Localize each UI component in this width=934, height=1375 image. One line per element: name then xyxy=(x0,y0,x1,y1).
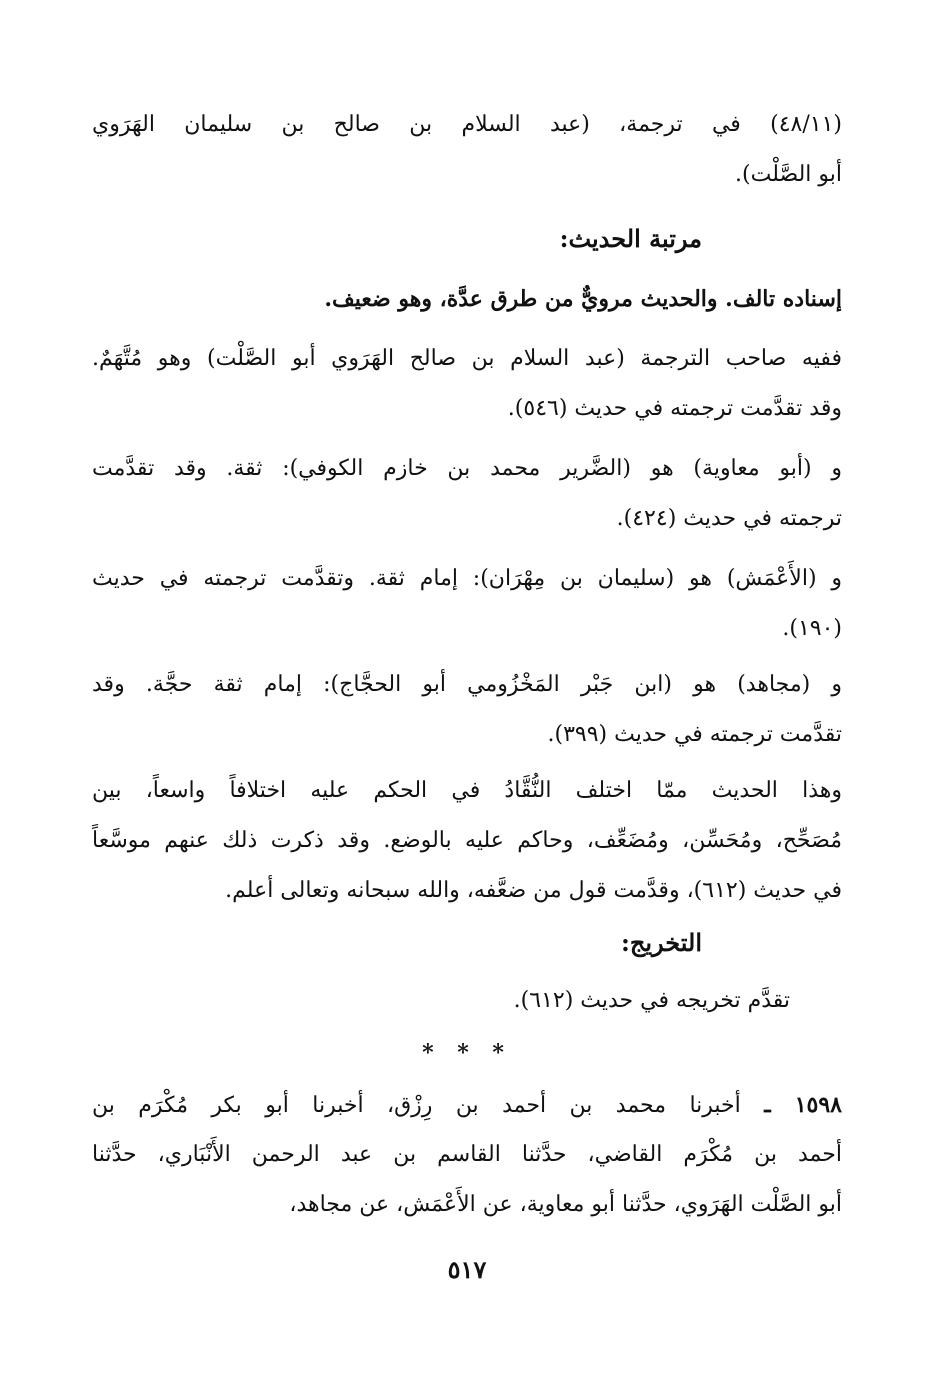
critics-paragraph xyxy=(92,766,842,916)
page-number: ٥١٧ xyxy=(447,1255,487,1284)
paragraph-line: وقد تقدَّمت ترجمته في حديث (٥٤٦). xyxy=(507,396,842,421)
hadith-paragraph xyxy=(92,1080,842,1230)
narrator-paragraph xyxy=(92,554,842,654)
paragraph-line: تقدَّمت ترجمته في حديث (٣٩٩). xyxy=(547,722,842,747)
takhrij-heading: التخريج: xyxy=(621,928,702,957)
takhrij-text xyxy=(92,976,790,1026)
intro-paragraph xyxy=(92,100,842,200)
intro-line: أبو الصَّلْت). xyxy=(735,162,842,187)
takhrij-line: تقدَّم تخريجه في حديث (٦١٢). xyxy=(513,988,790,1013)
hadith-text: أخبرنا محمد بن أحمد بن رِزْق، أخبرنا أبو بكر مُكْرَم بن xyxy=(92,1093,741,1118)
section-separator: * * * xyxy=(422,1040,512,1066)
intro-line: (٤٨/١١) في ترجمة، (عبد السلام بن صالح بن سليمان الهَرَوي xyxy=(92,112,842,137)
hadith-line: أحمد بن مُكْرَم القاضي، حدَّثنا القاسم بن عبد الرحمن الأَنْبَاري، حدَّثنا xyxy=(92,1142,842,1167)
narrator-paragraph xyxy=(92,444,842,544)
rank-heading: مرتبة الحديث: xyxy=(559,224,702,253)
narrator-paragraph xyxy=(92,660,842,760)
paragraph-line: و (مجاهد) هو (ابن جَبْر المَخْزُومي أبو الحجَّاج): إمام ثقة حجَّة. وقد xyxy=(92,672,843,697)
paragraph-line: في حديث (٦١٢)، وقدَّمت قول من ضعَّفه، والله سبحانه وتعالى أعلم. xyxy=(225,878,842,903)
paragraph-line: وهذا الحديث ممّا اختلف النُّقَّادُ في الحكم عليه اختلافاً واسعاً، بين xyxy=(92,778,842,803)
paragraph-line: و (أبو معاوية) هو (الضَّرير محمد بن خازم الكوفي): ثقة. وقد تقدَّمت xyxy=(92,456,842,481)
paragraph-line: و (الأَعْمَش) هو (سليمان بن مِهْرَان): إمام ثقة. وتقدَّمت ترجمته في حديث xyxy=(92,566,842,591)
narrator-paragraph xyxy=(92,334,842,434)
paragraph-line: (١٩٠). xyxy=(782,616,842,641)
paragraph-line: ففيه صاحب الترجمة (عبد السلام بن صالح الهَرَوي أبو الصَّلْت) وهو مُتَّهَمٌ. xyxy=(92,346,842,371)
hadith-number: ١٥٩٨ ـ xyxy=(764,1092,842,1118)
hadith-line: أبو الصَّلْت الهَرَوي، حدَّثنا أبو معاوية، عن الأَعْمَش، عن مجاهد، xyxy=(289,1192,842,1217)
verdict-line: إسناده تالف. والحديث مرويٌّ من طرق عدَّة، وهو ضعيف. xyxy=(324,286,842,312)
rank-verdict xyxy=(92,274,842,324)
paragraph-line: ترجمته في حديث (٤٢٤). xyxy=(616,506,842,531)
paragraph-line: مُصَحِّح، ومُحَسِّن، ومُضَعِّف، وحاكم عليه بالوضع. وقد ذكرت ذلك عنهم موسَّعاً xyxy=(92,828,842,853)
hadith-line xyxy=(92,1080,842,1130)
